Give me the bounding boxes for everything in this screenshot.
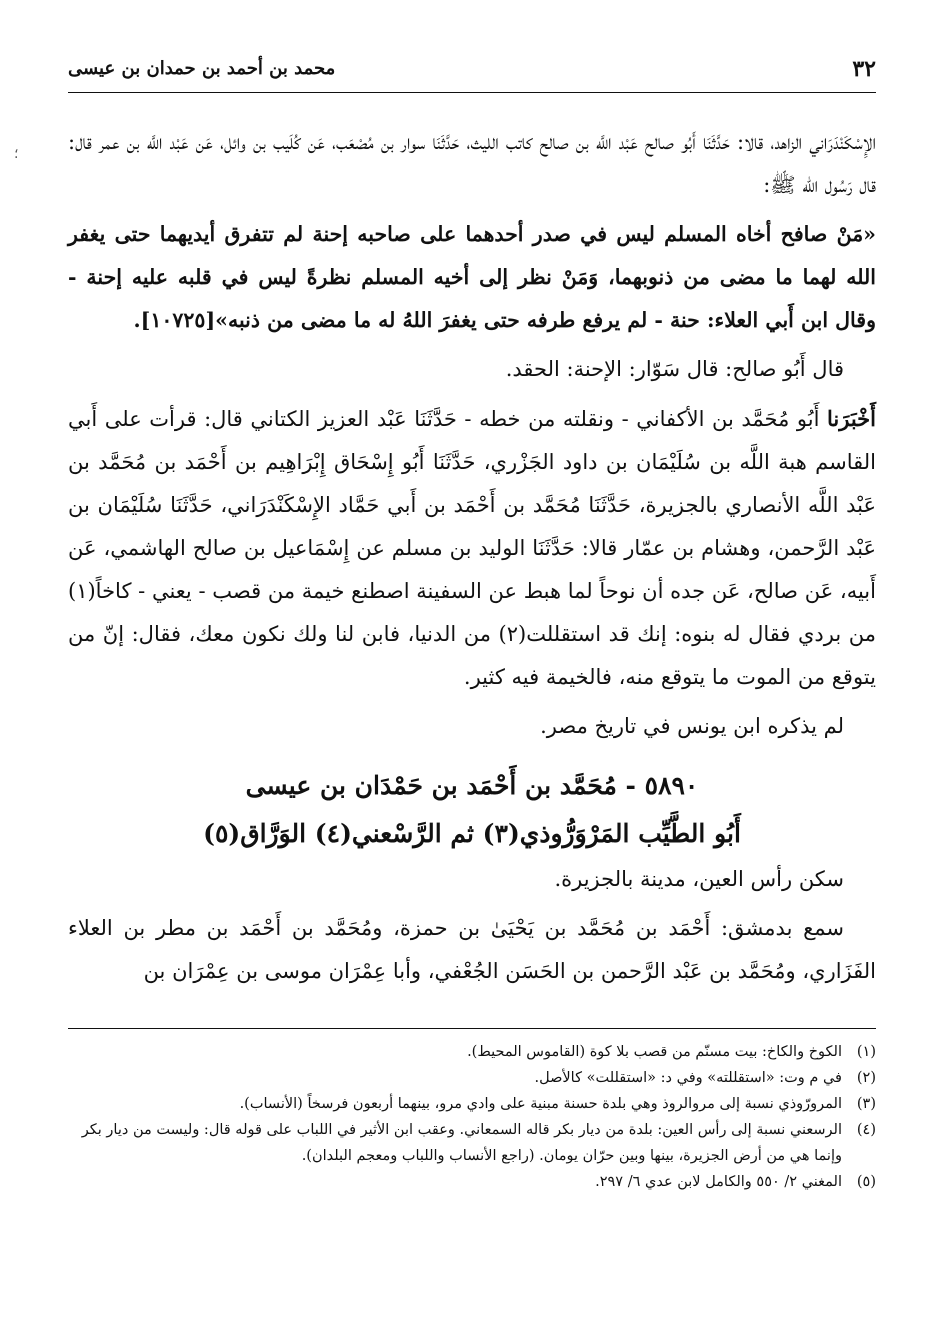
paragraph-explanation: قال أَبُو صالح: قال سَوّار: الإحنة: الحقد. [505, 357, 844, 381]
margin-mark: ؛ [14, 146, 19, 162]
paragraph-narration [68, 397, 876, 699]
footnote-2 [68, 1065, 876, 1091]
entry-heading-line2: أَبُو الطَّيِّب المَرْوَرُّوذي(٣) ثم الرَّسْعني(٤) الوَرَّاق(٥) [203, 819, 741, 848]
entry-heading [68, 762, 876, 858]
footnote-text: الرسعني نسبة إلى رأس العين: بلدة من ديار بكر قاله السمعاني. وعقب ابن الأثير في اللباب على قوله قال: وليست من ديار بكر وإنما هي من أرض الجزيرة، بينها وبين حرّان يومان. (راجع الأنساب واللباب ومعجم البلدان). [81, 1122, 842, 1164]
footnote-3 [68, 1091, 876, 1117]
entry-heading-line1: ٥٨٩٠ - مُحَمَّد بن أَحْمَد بن حَمْدَان بن عيسى [245, 771, 699, 800]
paragraph-isnad: الإِسْكَنْدَرَاني الزاهد، قالا: حَدَّثَنَا أَبُو صالح عَبْد اللَّه بن صالح كاتب الليث، حَدَّثَنَا سوار بن مُصْعَب، عَن كُلَيب بن وائل، عَن عَبْد اللَّه بن عمر قال: قال رَسُول الله ﷺ: [68, 130, 876, 197]
paragraph-residence: سكن رأس العين، مدينة بالجزيرة. [554, 867, 844, 891]
main-text [68, 121, 876, 993]
running-title: محمد بن أحمد بن حمدان بن عيسى [68, 58, 336, 79]
paragraph-hadith: «مَنْ صافح أخاه المسلم ليس في صدر أحدهما على صاحبه إحنة لم تتفرق أيديهما حتى يغفر الله لهما ما مضى من ذنوبهما، وَمَنْ نظر إلى أخيه المسلم نظرةً ليس في قلبه عليه إحنة - وقال ابن أَبي العلاء: حنة - لم يرفع طرفه حتى يغفرَ اللهُ له ما مضى من ذنبه»[١٠٧٢٥]. [68, 222, 876, 332]
paragraph-teachers: سمع بدمشق: أَحْمَد بن مُحَمَّد بن يَحْيَىٰ بن حمزة، ومُحَمَّد بن أَحْمَد بن مطر بن العلاء الفَزَاري، ومُحَمَّد بن عَبْد الرَّحمن بن الحَسَن الجُعْفي، وأبا عِمْرَان موسى بن عِمْرَان بن [68, 916, 876, 983]
page [68, 52, 876, 993]
footnote-1 [68, 1039, 876, 1065]
footnote-mark: (٥) [856, 1174, 876, 1190]
footnote-mark: (٤) [856, 1122, 876, 1138]
akhbarana-lead: أَخْبَرَنا [827, 406, 876, 431]
paragraph-note: لم يذكره ابن يونس في تاريخ مصر. [540, 714, 844, 738]
footnote-mark: (٣) [856, 1096, 876, 1112]
footnote-text: المغني ٢/ ٥٥٠ والكامل لابن عدي ٦/ ٢٩٧. [595, 1174, 842, 1190]
footnote-4 [68, 1117, 876, 1169]
page-header [68, 52, 876, 93]
footnote-mark: (١) [856, 1044, 876, 1060]
footnote-text: الكوخ والكاخ: بيت مسنّم من قصب بلا كوة (القاموس المحيط). [467, 1044, 842, 1060]
footnotes [68, 1028, 876, 1195]
narration-text: أَبُو مُحَمَّد بن الأكفاني - ونقلته من خطه - حَدَّثَنَا عَبْد العزيز الكتاني قال: قرأت على أَبي القاسم هبة اللَّه بن سُلَيْمَان بن داود الجَزْري، حَدَّثَنَا أَبُو إِسْحَاق إِبْرَاهِيم بن أَحْمَد بن مُحَمَّد بن عَبْد اللَّه الأنصاري بالجزيرة، حَدَّثَنَا مُحَمَّد بن أَحْمَد بن أَبي حَمَّاد الإِسْكَنْدَرَاني، حَدَّثَنَا سُلَيْمَان بن عَبْد الرَّحمن، وهشام بن عمّار قالا: حَدَّثَنَا الوليد بن مسلم عن إِسْمَاعيل بن صالح الهاشمي، عَن أَبيه، عَن صالح، عَن جده أن نوحاً لما هبط عن السفينة اصطنع خيمة من قصب - يعني - كاخاً(١) من بردي فقال له بنوه: إنك قد استقللت(٢) من الدنيا، فابن لنا ولك نكون معك، فقال: إنّ من يتوقع من الموت ما يتوقع منه، فالخيمة فيه كثير. [68, 407, 876, 689]
footnote-text: في م وت: «استقللته» وفي د: «استقللت» كالأصل. [534, 1070, 842, 1086]
page-number: ٣٢ [852, 56, 876, 82]
footnote-5 [68, 1169, 876, 1195]
footnote-mark: (٢) [856, 1070, 876, 1086]
footnote-text: المرورّوذي نسبة إلى مروالروذ وهي بلدة حسنة مبنية على وادي مرو، بينهما أربعون فرسخاً (الأنساب). [239, 1096, 842, 1112]
